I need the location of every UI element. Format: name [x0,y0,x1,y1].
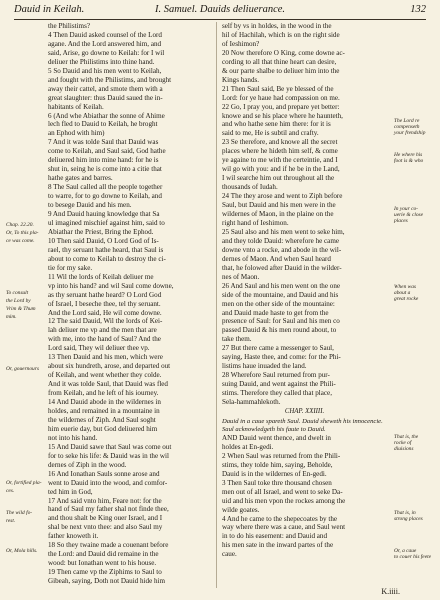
running-header [14,4,426,20]
text-line: tie for my sake. [48,263,93,272]
text-line: 5 So Dauid and his men went to Keilah, [48,66,162,75]
margin-note: The Lord re [394,118,420,124]
text-line: stims, they tolde him, saying, Beholde, [222,460,333,469]
header-rule [14,19,426,20]
text-line: and Dauid made haste to get from the [222,308,329,317]
text-line: of Israel, I beseche thee, tel thy seruant. [48,299,161,308]
text-line: him euerie day, but God deliuered him [48,424,158,433]
text-line: & our parte shalbe to deliuer him into the [222,66,340,75]
text-line: the Philistims? [48,22,90,30]
text-line: in to do his easement: and Dauid and [222,532,328,541]
text-line: take them. [222,335,252,344]
text-line: 25 Saul also and his men went to seke him, [222,227,345,236]
text-line: 6 (And whe Abiathar the sonne of Ahime [48,111,165,120]
text-line: an Ephod with him) [48,129,105,138]
margin-note: mim. [6,314,17,320]
text-line: Saul, but Dauid and his men were in the [222,201,336,210]
text-line: And the Lord said, He wil come downe. [48,308,162,317]
margin-note: diuisions [394,446,414,452]
margin-note: your frendship [394,130,426,136]
text-line: from Keilah, and he left of his iourney. [48,389,159,398]
margin-note: foot is & who [394,158,424,164]
margin-note: rocke of [394,440,412,446]
text-line: wilde goates. [222,505,260,514]
text-line: hathe gates and barres. [48,174,113,183]
text-line: father knoweth it. [48,532,99,541]
right-column [222,22,387,588]
text-line: hil of Hachilah, which is on the right side [222,30,340,39]
header-center: I. Samuel. Dauids deliuerance. [154,4,286,15]
text-line: 28 Wherefore Saul returned from pur- [222,371,330,380]
margin-note: uerie & close [394,212,424,218]
text-line: hand of Saul my father shal not finde thee, [48,505,169,514]
margin-note: The wild fo- [6,510,33,516]
left-column [48,22,213,588]
text-line: and who hathe sene him there: for it is [222,120,331,129]
margin-note: Vrim & Thum [6,306,36,312]
text-line: great slaughter: thus Dauid saued the in- [48,93,163,102]
text-line: 12 The said Dauid, Wil the lords of Kei- [48,317,163,326]
text-line: 17 And said vnto him, Feare not: for the [48,496,162,505]
text-line: to besege Dauid and his men. [48,201,132,210]
text-line: Lord: for ye haue had compassion on me. [222,93,340,102]
header-left: Dauid in Keilah. [14,4,85,15]
margin-note: Or, a caue [394,548,417,554]
text-line: said to me, He is subtil and crafty. [222,129,319,138]
margin-note: He where his [394,152,423,158]
text-line: 21 Then Saul said, Be ye blessed of the [222,84,334,93]
text-line: And it was tolde Saul, that Dauid was fled [48,380,168,389]
text-line: Abiathar the Priest, Bring the Ephod. [48,227,154,236]
text-line: 20 Now therefore O King, come downe ac- [222,48,345,57]
margin-note: That is, in [394,510,416,516]
text-line: of Ieshimon? [222,39,260,48]
text-line: went to Dauid into the wood, and comfor- [48,478,168,487]
margin-note: Or, Mola hills. [6,548,38,554]
text-line: way where there was a caue, and Saul went [222,523,346,532]
text-line: wood: but Ionathan went to his house. [48,559,157,568]
page-number: 132 [410,4,426,15]
text-line: 15 And Dauid sawe that Saul was come out [48,442,172,451]
margin-note: the Lord by [6,298,31,304]
text-line: habitants of Keilah. [48,102,104,111]
text-line: deliuer the Philistims into thine hand. [48,57,155,66]
text-line: away their cattel, and smote them with a [48,84,163,93]
margin-note: about a [394,290,411,296]
text-line: shut in, seing he is come into a citie that [48,165,162,174]
chapter-heading: CHAP. XXIIII. [284,407,325,415]
chapter-summary: Dauid in a caue spareth Saul. Dauid sheweth his innocencie. Saul acknowledgeth his faute to Dauid. [222,417,383,433]
margin-note: To consult [6,290,29,296]
text-line: stims. Therefore they called that place, [222,389,332,398]
text-line: passed Dauid & his men round about, to [222,326,337,335]
margin-note: Or, gouernours [6,366,39,372]
text-line: agane. And the Lord answered him, and [48,39,162,48]
margin-note: to couer his feete [394,554,431,560]
text-line: downe vnto a rocke, and abode in the wil- [222,245,342,254]
text-line: 13 Then Dauid and his men, which were [48,353,163,362]
text-line: 23 Se therefore, and knowe all the secret [222,138,338,147]
text-line: right hand of Ieshimon. [222,218,289,227]
text-line: wildernes of Maon, in the plaine on the [222,210,334,219]
margin-note: places [394,218,408,224]
text-line: with me, into the hand of Saul? And the [48,335,161,344]
text-line: come to Keilah, and Saul said, God hathe [48,147,166,156]
text-line: AND Dauid went thence, and dwelt in [222,433,331,442]
text-line: 3 Then Saul toke thre thousand chosen [222,478,332,487]
text-line: 14 And Dauid abode in the wildernes in [48,398,161,407]
text-line: men on the other side of the mountaine: [222,299,335,308]
text-line: 2 When Saul was returned from the Phili- [222,451,341,460]
text-line: wil go with you: and if he be in the Land, [222,165,340,174]
text-line: of Keilah, and went whether they colde. [48,371,162,380]
text-line: nes of Maon. [222,272,260,281]
margin-note: ces. [6,488,15,494]
text-line: shal be next vnto thee: and also Saul my [48,523,163,532]
text-line: deliuered him into mine hand: for he is [48,156,159,165]
text-line: uid and his men vpon the rockes among the [222,496,346,505]
text-line: 9 And Dauid hauing knowledge that Sa [48,210,160,219]
text-line: the Lord: and Dauid did remaine in the [48,550,159,559]
margin-note: compenseth [394,124,420,130]
text-line: and thou shalt be King ouer Israel, and I [48,514,163,523]
margin-note: great rocke [394,296,419,302]
text-line: places where he hideth him self, & come [222,147,338,156]
text-line: Sela-hammahlekoth. [222,398,281,407]
text-line: Lord said, They wil deliuer thee vp. [48,344,150,353]
text-line: to warre, for to go downe to Keilah, and [48,192,162,201]
text-line: the wildernes of Ziph. And Saul soght [48,415,156,424]
text-line: vp into his hand? and wil Saul come downe, [48,281,174,290]
text-line: that, he folowed after Dauid in the wilder- [222,263,342,272]
margin-note: In your co- [394,206,418,212]
text-line: lech fled to Dauid to Keilah, he broght [48,120,158,129]
text-line: side of the mountaine, and Dauid and his [222,290,339,299]
text-line: 26 And Saul and his men went on the one [222,281,341,290]
text-line: Dauid is in the wildernes of En-gedi. [222,469,327,478]
text-line: suing Dauid, and went against the Phili- [222,380,336,389]
text-line: I wil searche him out throughout all the [222,174,335,183]
text-line: presence of Saul: for Saul and his men co [222,317,340,326]
text-line: Gibeah, saying, Doth not Dauid hide him [48,577,166,586]
text-line: Kings hands. [222,75,260,84]
text-line: as thy seruant hathe heard? O Lord God [48,290,162,299]
text-line: rael, thy seruant hathe heard, that Saul is [48,245,164,254]
text-line: lah deliuer me vp and the men that are [48,326,157,335]
text-line: 27 But there came a messenger to Saul, [222,344,334,353]
text-line: ul imagined mischief against him, said to [48,218,165,227]
text-line: 19 Then came vp the Ziphims to Saul to [48,568,162,577]
text-line: for to seke his life: & Dauid was in the wil [48,451,169,460]
text-line: dernes of Ziph in the wood. [48,460,127,469]
text-line: 18 So they twaine made a couenant before [48,541,169,550]
text-line: saying, Haste thee, and come: for the Phi- [222,353,341,362]
text-line: 8 The Saul called all the people together [48,183,163,192]
text-line: and fought with the Philistims, and brought [48,75,172,84]
margin-note: When was [394,284,417,290]
text-line: 4 And he came to the shepecoates by the [222,514,338,523]
text-line: ye againe to me with the certeintie, and I [222,156,338,165]
text-line: dernes of Maon. And when Saul heard [222,254,331,263]
text-line: thousands of Iudah. [222,183,278,192]
margin-note: Or, fortified pla- [6,480,42,486]
margin-note: rest. [6,518,16,524]
margin-note: strong places [394,516,423,522]
text-line: 10 Then said Dauid, O Lord God of Is- [48,236,159,245]
text-line: listims haue inuaded the land. [222,362,307,371]
text-line: knowe and se his place where he haunteth, [222,111,343,120]
text-line: about six hundreth, arose, and departed out [48,362,171,371]
text-line: ted him in God, [48,487,93,496]
margin-note: Or, To this pla- [6,230,39,236]
text-line: and they tolde Dauid: wherefore he came [222,236,339,245]
text-line: his men sate in the inward partes of the [222,541,334,550]
text-line: 16 And Ionathan Sauls sonne arose and [48,469,160,478]
text-line: 24 The they arose and went to Ziph before [222,192,343,201]
text-line: cording to all that thine heart can desire, [222,57,337,66]
text-line: 7 And it was tolde Saul that Dauid was [48,138,159,147]
signature-mark: K.iiii. [381,587,400,596]
text-line: holdes, and remained in a mountaine in [48,406,160,415]
text-line: said, Arise, go downe to Keilah: for I wil [48,48,165,57]
text-line: self by vs in holdes, in the wood in the [222,22,332,30]
text-line: caue. [222,550,237,559]
margin-note: ce was come. [6,238,35,244]
column-divider [216,22,217,588]
margin-note: Chap. 22.20. [6,222,34,228]
margin-note: That is, the [394,434,419,440]
text-line: 22 Go, I pray you, and prepare yet better: [222,102,340,111]
text-line: 11 Wil the lords of Keilah deliuer me [48,272,154,281]
text-line: about to come to Keilah to destroy the ci- [48,254,166,263]
text-line: 4 Then Dauid asked counsel of the Lord [48,30,162,39]
text-line: holdes at En-gedi. [222,442,274,451]
text-line: not into his hand. [48,433,98,442]
text-line: men out of all Israel, and went to seke Da- [222,487,343,496]
